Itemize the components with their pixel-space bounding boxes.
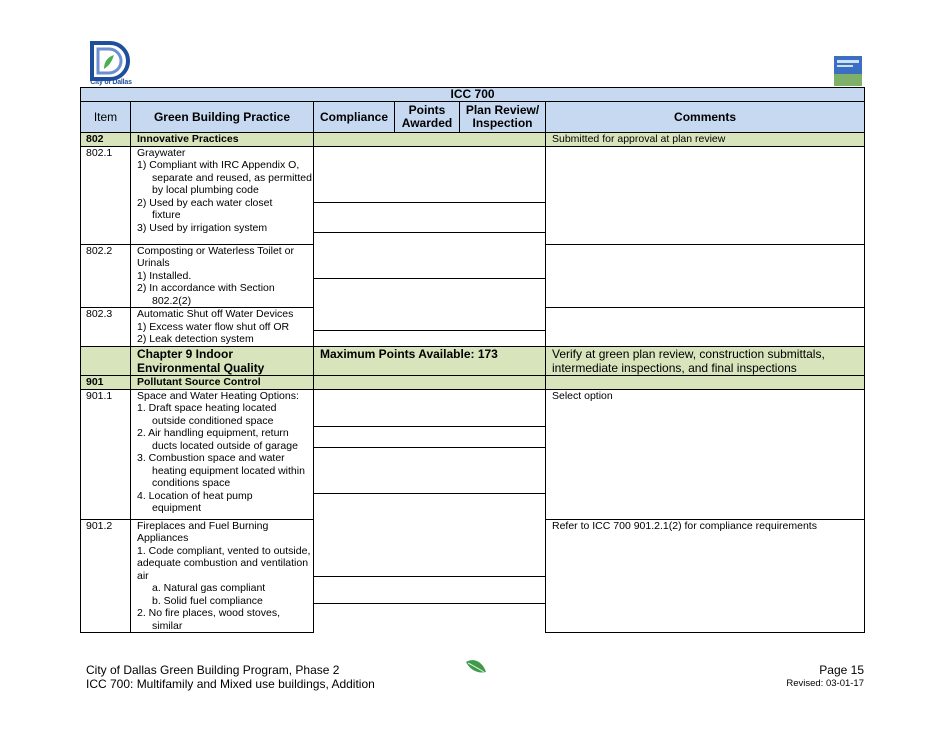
col-comments: Comments: [546, 102, 865, 133]
points-cell[interactable]: [395, 389, 460, 519]
section-901-row: [81, 376, 865, 390]
col-practice: Green Building Practice: [131, 102, 314, 133]
col-compliance: Compliance: [314, 102, 395, 133]
item-description: Graywater 1) Compliant with IRC Appendix O, separate and reused, as permitted by local plumbing code 2) Used by each water closet fixture 3) Used by irrigation system: [131, 146, 314, 244]
plan-review-cell[interactable]: [460, 244, 546, 308]
item-number: 802.1: [81, 146, 131, 244]
leaf-icon: [464, 658, 488, 676]
item-802-2-row: [81, 244, 865, 308]
compliance-cell-a[interactable]: [314, 389, 357, 519]
points-cell[interactable]: [395, 146, 460, 244]
compliance-cell-b[interactable]: [357, 146, 395, 244]
col-plan-review: Plan Review/ Inspection: [460, 102, 546, 133]
section-802-row: [81, 133, 865, 147]
points-cell[interactable]: [395, 244, 460, 308]
page-number: Page 15: [819, 663, 864, 677]
item-number: 901.1: [81, 389, 131, 519]
compliance-cell-a[interactable]: [314, 146, 357, 244]
icc700-checklist-table: [80, 87, 865, 633]
revised-date: Revised: 03-01-17: [786, 678, 864, 689]
plan-review-cell[interactable]: [460, 389, 546, 519]
points-cell[interactable]: [395, 519, 460, 633]
compliance-cell-a[interactable]: [314, 244, 357, 308]
footer-standard: ICC 700: Multifamily and Mixed use buildings, Addition: [86, 677, 375, 691]
item-901-2-row: [81, 519, 865, 633]
item-number: 802.3: [81, 308, 131, 347]
chapter-title: Chapter 9 Indoor Environmental Quality: [131, 347, 314, 376]
footer-program: City of Dallas Green Building Program, Phase 2: [86, 663, 340, 677]
item-number: 901.2: [81, 519, 131, 633]
comment-cell[interactable]: [546, 308, 865, 347]
chapter-9-row: [81, 347, 865, 376]
column-header-row: [81, 102, 865, 133]
icc-title: ICC 700: [81, 88, 865, 102]
section-number: 901: [81, 376, 131, 390]
compliance-cell-b[interactable]: [357, 519, 395, 633]
comment-cell[interactable]: [546, 146, 865, 244]
compliance-cell-a[interactable]: [314, 519, 357, 633]
chapter-comment: Verify at green plan review, construction submittals, intermediate inspections, and final inspections: [546, 347, 865, 376]
points-cell[interactable]: [395, 308, 460, 347]
item-description: Fireplaces and Fuel Burning Appliances 1. Code compliant, vented to outside, adequate combustion and ventilation air a. Natural gas compliant b. Solid fuel compliance 2. No fire places, wood stoves, similar: [131, 519, 314, 633]
plan-review-cell[interactable]: [460, 519, 546, 633]
max-points: Maximum Points Available: 173: [314, 347, 546, 376]
compliance-cell-b[interactable]: [357, 244, 395, 308]
comment-cell[interactable]: Refer to ICC 700 901.2.1(2) for compliance requirements: [546, 519, 865, 633]
plan-review-cell[interactable]: [460, 146, 546, 244]
item-number: 802.2: [81, 244, 131, 308]
footer-left: [86, 663, 375, 691]
item-description: Automatic Shut off Water Devices 1) Excess water flow shut off OR 2) Leak detection system: [131, 308, 314, 347]
logo-caption: City of Dallas: [90, 79, 132, 86]
col-points: Points Awarded: [395, 102, 460, 133]
item-802-3-row: [81, 308, 865, 347]
item-901-1-row: [81, 389, 865, 519]
compliance-cell-b[interactable]: [357, 389, 395, 519]
item-802-1-row: [81, 146, 865, 244]
item-description: Space and Water Heating Options: 1. Draft space heating located outside conditioned space 2. Air handling equipment, return ducts located outside of garage 3. Combustion space and water heating equipment located within conditions space 4. Location of heat pump equipment: [131, 389, 314, 519]
section-comment: Submitted for approval at plan review: [546, 133, 865, 147]
section-number: 802: [81, 133, 131, 147]
item-description: Composting or Waterless Toilet or Urinals 1) Installed. 2) In accordance with Section 802.2(2): [131, 244, 314, 308]
col-item: Item: [81, 102, 131, 133]
plan-review-cell[interactable]: [460, 308, 546, 347]
section-title: Innovative Practices: [131, 133, 314, 147]
footer-right: [786, 663, 864, 691]
section-title: Pollutant Source Control: [131, 376, 314, 390]
compliance-cell-a[interactable]: [314, 308, 357, 347]
compliance-cell-b[interactable]: [357, 308, 395, 347]
comment-cell[interactable]: [546, 244, 865, 308]
green-building-badge: [834, 56, 862, 86]
comment-cell[interactable]: Select option: [546, 389, 865, 519]
